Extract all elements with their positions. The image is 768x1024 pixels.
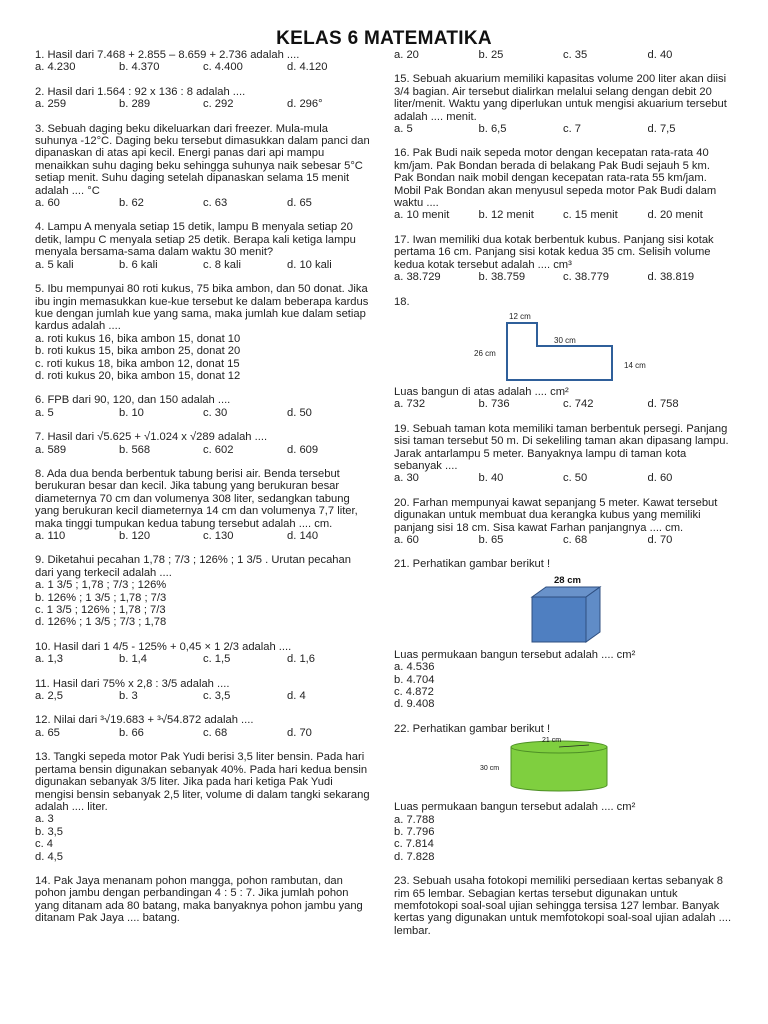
options [35,333,371,383]
question-text: 23. Sebuah usaha fotokopi memiliki persediaan kertas sebanyak 8 rim 65 lembar. Sebagian kertas tersebut digunakan untuk memfotokopi soal-soal ujian sehingga tersisa 127 lembar. Banyak kertas yang digunakan untuk memfotokopi soal-soal ujian adalah .... lembar. [394,875,732,937]
question [394,73,732,135]
question-text: 1. Hasil dari 7.468 + 2.855 – 8.659 + 2.736 adalah .... [35,49,300,61]
option[interactable]: a. 1 3/5 ; 1,78 ; 7/3 ; 126% [35,579,167,592]
question-text: Luas permukaan bangun tersebut adalah .... cm² [394,801,636,814]
l-shape-diagram [394,310,732,382]
option[interactable]: a. 20 [394,49,419,61]
question [394,497,732,547]
question-text: 9. Diketahui pecahan 1,78 ; 7/3 ; 126% ; 1 3/5 . Urutan pecahan dari yang terkecil adalah .... [35,554,351,579]
question [35,714,371,739]
right-column [394,49,732,949]
page-title: KELAS 6 MATEMATIKA [276,28,492,49]
option[interactable]: b. 62 [119,197,144,210]
option[interactable]: b. 126% ; 1 3/5 ; 1,78 ; 7/3 [35,591,167,604]
option[interactable]: b. 568 [119,443,151,456]
l-shape [507,323,612,380]
question-text: 17. Iwan memiliki dua kotak berbentuk kubus. Panjang sisi kotak pertama 16 cm. Panjang sisi kotak kedua 35 cm. Selisih volume kedua kotak tersebut adalah .... cm³ [394,233,714,271]
option[interactable]: b. 289 [119,98,151,111]
option[interactable]: c. 4.872 [394,686,434,698]
question-text: Luas permukaan bangun tersebut adalah .... cm² [394,648,636,661]
option[interactable]: c. 7.814 [394,838,434,851]
option[interactable]: d. 38.819 [647,271,695,284]
option[interactable]: d. 70 [287,726,312,739]
option[interactable]: b. 12 menit [478,209,534,222]
question [394,423,732,485]
options [394,123,732,135]
cylinder-body [511,747,607,791]
label-radius: 21 cm [542,737,562,745]
option[interactable]: c. 50 [563,472,588,485]
option[interactable]: c. 38.779 [563,271,610,284]
option[interactable]: d. 7.828 [394,850,435,863]
question-text: 11. Hasil dari 75% x 2,8 : 3/5 adalah .... [35,677,230,690]
label-height: 30 cm [480,765,500,773]
option[interactable]: d. 9.408 [394,698,435,711]
option[interactable]: c. 7 [563,123,582,136]
option[interactable]: b. 4.370 [119,61,160,74]
label-middle: 30 cm [554,335,576,345]
options [35,61,371,73]
question [35,641,371,666]
option[interactable]: a. 2,5 [35,690,63,703]
option[interactable]: a. 7.788 [394,813,435,826]
options [394,661,732,711]
option[interactable]: a. 589 [35,443,67,456]
option[interactable]: b. 6,5 [478,123,507,136]
options [35,98,371,110]
option[interactable]: b. 736 [478,398,510,411]
option[interactable]: a. 10 menit [394,209,450,222]
option[interactable]: b. 38.759 [478,271,526,284]
option[interactable]: d. 20 menit [647,209,703,222]
option[interactable]: a. 4.536 [394,661,435,674]
option[interactable]: d. 758 [647,398,679,411]
option[interactable]: b. 6 kali [119,258,158,271]
question-number: 18. [394,295,410,308]
option[interactable]: a. roti kukus 16, bika ambon 15, donat 10 [35,332,241,345]
options [35,653,371,665]
option[interactable]: a. 5 kali [35,258,74,271]
option[interactable]: c. 3,5 [203,690,231,703]
question [35,751,371,863]
label-top: 12 cm [509,311,531,321]
option[interactable]: b. 25 [478,49,504,61]
question [35,431,371,456]
option[interactable]: b. 40 [478,472,504,485]
option[interactable]: d. 4,5 [35,850,63,863]
option[interactable]: a. 732 [394,398,426,411]
option[interactable]: a. 1,3 [35,653,63,666]
option[interactable]: d. 50 [287,406,312,419]
question-text: 15. Sebuah akuarium memiliki kapasitas volume 200 liter akan diisi 3/4 bagian. Air tersebut dialirkan melalui selang dengan debit 20 liter/menit. Waktu yang diperlukan untuk mengisi akuarium tersebut adalah .... menit. [394,73,727,123]
cube-figure [394,573,732,645]
option[interactable]: d. 4.120 [287,61,328,74]
question-text: 4. Lampu A menyala setiap 15 detik, lampu B menyala setiap 20 detik, lampu C menyala setiap 25 detik. Berapa kali ketiga lampu menyala bersama-sama dalam waktu 30 menit? [35,221,356,259]
l-shape-figure [394,310,732,382]
question [394,234,732,284]
option[interactable]: c. 4.400 [203,61,243,74]
options [394,814,732,864]
options [394,209,732,221]
option[interactable]: d. 7,5 [647,123,676,136]
question-18 [394,296,732,411]
question [35,49,371,74]
question-text: 13. Tangki sepeda motor Pak Yudi berisi 3,5 liter bensin. Pada hari pertama bensin digunakan sebanyak 40%. Pada hari kedua bensin digunakan sebanyak 3/5 liter. Jika pada hari ketiga Pak Yudi mengisi bensin sebanyak 2,5 liter, volume di dalam tangki sekarang adalah .... liter. [35,751,370,813]
options [35,530,371,542]
option[interactable]: b. 66 [119,726,144,739]
option[interactable]: d. 140 [287,530,319,542]
options [35,444,371,456]
option[interactable]: c. 130 [203,530,234,542]
question [394,147,732,221]
question-text: 10. Hasil dari 1 4/5 - 125% + 0,45 × 1 2/3 adalah .... [35,640,292,653]
option[interactable]: a. 5 [35,406,54,419]
question-text: 8. Ada dua benda berbentuk tabung berisi air. Benda tersebut berukuran besar dan kecil. Jika tabung yang berukuran besar diameternya 70 cm dan volumenya 308 liter, sedangkan tabung yang berukuran kecil diameternya 14 cm dan volumenya 7,7 liter, maka tinggi tumpukan kedua tabung tersebut adalah .... cm. [35,467,358,530]
options [394,472,732,484]
option[interactable]: c. 30 [203,406,228,419]
question-text: 14. Pak Jaya menanam pohon mangga, pohon rambutan, dan pohon jambu dengan perbandingan 4 : 5 : 7. Jika jumlah pohon yang ditanam ada 80 batang, maka banyaknya pohon jambu yang ditanam Pak Jaya .... batang. [35,874,363,925]
options [394,534,732,546]
option[interactable]: c. roti kukus 18, bika ambon 12, donat 15 [35,357,240,370]
question-text: 12. Nilai dari ³√19.683 + ³√54.872 adalah .... [35,714,254,727]
option[interactable]: c. 742 [563,398,594,411]
option[interactable]: d. 65 [287,197,312,210]
option[interactable]: a. 3 [35,813,54,826]
cylinder-diagram [394,737,732,797]
question-text: Luas bangun di atas adalah .... cm² [394,385,569,398]
question-21 [394,558,732,710]
option[interactable]: a. 4.230 [35,61,76,74]
question [35,86,371,111]
option[interactable]: d. 1,6 [287,653,315,666]
options [35,407,371,419]
option[interactable]: d. 126% ; 1 3/5 ; 7/3 ; 1,78 [35,616,167,629]
option[interactable]: b. 65 [478,533,504,546]
question-23 [394,875,732,937]
option[interactable]: a. 38.729 [394,271,441,284]
options [35,813,371,863]
label-left: 26 cm [474,348,496,358]
option[interactable]: a. 60 [394,533,419,546]
question-text: 19. Sebuah taman kota memiliki taman berbentuk persegi. Panjang sisi taman tersebut 50 m. Di sekeliling taman akan dipasang lampu. Jarak antarlampu 5 meter. Banyaknya lampu di taman kota sebanyak .... [394,422,729,472]
question-intro: 21. Perhatikan gambar berikut ! [394,558,551,571]
options [35,579,371,629]
option[interactable]: c. 68 [563,533,588,546]
question-intro: 22. Perhatikan gambar berikut ! [394,722,551,735]
question-text: 5. Ibu mempunyai 80 roti kukus, 75 bika ambon, dan 50 donat. Jika ibu ingin memasukkan kue-kue tersebut ke dalam beberapa kardus kue dengan jumlah kue yang sama, maka jumlah kue dalam setiap kardus adalah .... [35,283,369,333]
option[interactable]: c. 602 [203,443,234,456]
option[interactable]: a. 30 [394,472,419,485]
option[interactable]: b. roti kukus 15, bika ambon 25, donat 20 [35,345,241,358]
option[interactable]: d. 609 [287,443,319,456]
q14-options [394,49,732,61]
option[interactable]: c. 8 kali [203,258,241,271]
question [35,283,371,382]
option[interactable]: b. 1,4 [119,653,147,666]
options [35,259,371,271]
option[interactable]: c. 35 [563,49,588,61]
question-text: 20. Farhan mempunyai kawat sepanjang 5 meter. Kawat tersebut digunakan untuk membuat dua kerangka kubus yang memiliki panjang sisi 18 cm. Sisa kawat Farhan panjangnya .... cm. [394,496,718,534]
option[interactable]: d. 4 [287,690,306,703]
option[interactable]: b. 7.796 [394,826,435,839]
option[interactable]: d. 10 kali [287,258,332,271]
option[interactable]: a. 259 [35,98,67,111]
question-text: 7. Hasil dari √5.625 + √1.024 x √289 adalah .... [35,431,268,444]
option[interactable]: d. roti kukus 20, bika ambon 15, donat 12 [35,369,241,382]
question [35,678,371,703]
option[interactable]: b. 120 [119,530,151,542]
option[interactable]: c. 1,5 [203,653,231,666]
cube-front-face [532,597,586,642]
options [35,690,371,702]
options [35,197,371,209]
option[interactable]: b. 3 [119,690,138,703]
option[interactable]: c. 292 [203,98,234,111]
question [35,221,371,271]
options [35,727,371,739]
option[interactable]: c. 63 [203,197,228,210]
question-text: 16. Pak Budi naik sepeda motor dengan kecepatan rata-rata 40 km/jam. Pak Bondan berada di belakang Pak Budi sejauh 5 km. Pak Bondan naik mobil dengan kecepatan rata-rata 55 km/jam. Mobil Pak Bondan akan menyusul sepeda motor Pak Budi dalam waktu .... [394,147,717,210]
question-text: 6. FPB dari 90, 120, dan 150 adalah .... [35,394,231,407]
option[interactable]: b. 4.704 [394,673,435,686]
question-text: 3. Sebuah daging beku dikeluarkan dari freezer. Mula-mula suhunya -12°C. Daging beku tersebut dimasukkan dalam panci dan dipanaskan di atas api kecil. Energi panas dari api mampu menaikkan suhu daging beku sehingga suhunya naik sebesar 5°C setiap menit. Suhu daging setelah dipanaskan selama 15 menit adalah .... °C [35,122,370,197]
question-text: 2. Hasil dari 1.564 : 92 x 136 : 8 adalah .... [35,85,246,98]
option[interactable]: a. 5 [394,123,413,136]
option[interactable]: d. 70 [647,533,673,546]
cube-side-face [586,587,600,642]
option[interactable]: d. 296° [287,98,323,111]
option[interactable]: c. 4 [35,838,54,851]
option[interactable]: c. 68 [203,726,228,739]
label-right: 14 cm [624,360,646,370]
question-22 [394,723,732,863]
option[interactable]: b. 3,5 [35,825,63,838]
option[interactable]: c. 1 3/5 ; 126% ; 1,78 ; 7/3 [35,604,166,617]
question [35,468,371,542]
cylinder-figure [394,737,732,797]
option[interactable]: a. 110 [35,530,66,542]
cube-label: 28 cm [554,574,581,586]
question [35,554,371,628]
options [394,398,732,410]
question [35,875,371,925]
question [35,394,371,419]
option[interactable]: b. 10 [119,406,144,419]
option[interactable]: d. 60 [647,472,673,485]
cube-diagram [394,573,732,645]
option[interactable]: d. 40 [647,49,673,61]
question [35,123,371,210]
left-column [35,49,371,937]
option[interactable]: a. 65 [35,726,60,739]
option[interactable]: c. 15 menit [563,209,618,222]
option[interactable]: a. 60 [35,197,60,210]
options [394,271,732,283]
